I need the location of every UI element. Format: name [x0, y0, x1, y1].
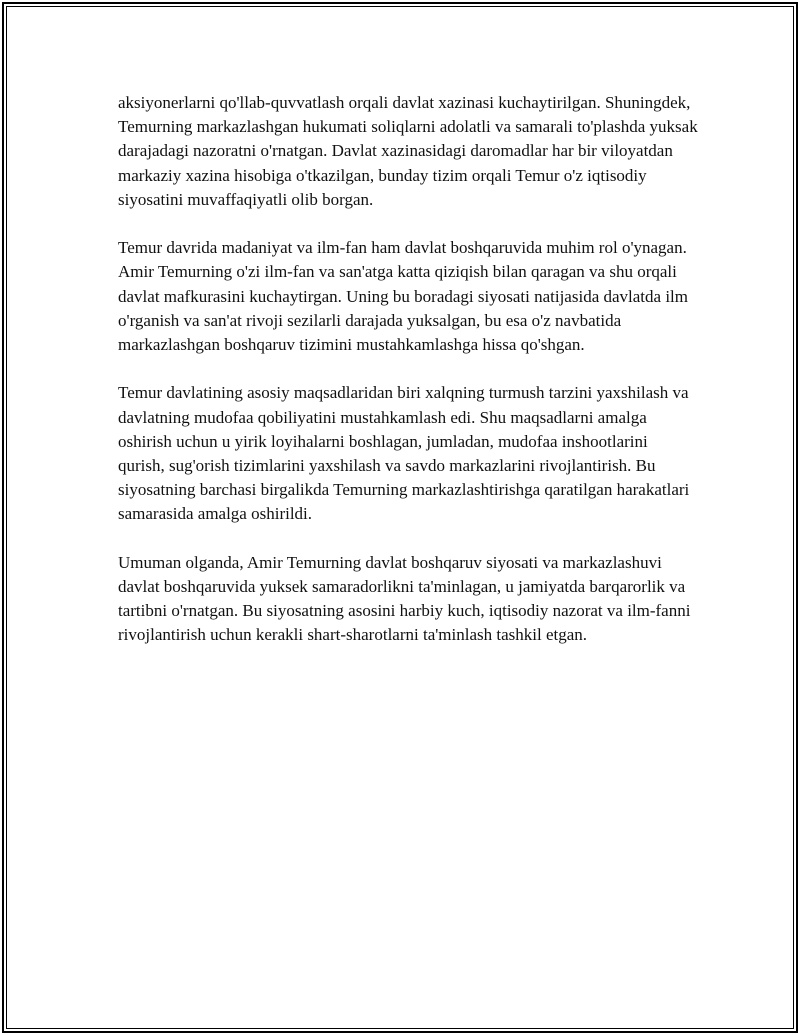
paragraph-3: Temur davlatining asosiy maqsadlaridan biri xalqning turmush tarzini yaxshilash va davlatning mudofaa qobiliyatini mustahkamlash edi. Shu maqsadlarni amalga oshirish uchun u yirik loyihalarni boshlagan, jumladan, mudofaa inshootlarini qurish, sug'orish tizimlarini yaxshilash va savdo markazlarini rivojlantirish. Bu siyosatning barchasi birgalikda Temurning markazlashtirishga qaratilgan harakatlari samarasida amalga oshirildi. — [118, 383, 690, 524]
document-body — [118, 91, 698, 672]
paragraph-2: Temur davrida madaniyat va ilm-fan ham davlat boshqaruvida muhim rol o'ynagan. Amir Temurning o'zi ilm-fan va san'atga katta qiziqish bilan qaragan va shu orqali davlat mafkurasini kuchaytirgan. Uning bu boradagi siyosati natijasida davlatda ilm o'rganish va san'at rivoji sezilarli darajada yuksalgan, bu esa o'z navbatida markazlashgan boshqaruv tizimini mustahkamlashga hissa qo'shgan. — [118, 238, 688, 355]
paragraph-4: Umuman olganda, Amir Temurning davlat boshqaruv siyosati va markazlashuvi davlat boshqaruvida yuksek samaradorlikni ta'minlagan, u jamiyatda barqarorlik va tartibni o'rnatgan. Bu siyosatning asosini harbiy kuch, iqtisodiy nazorat va ilm-fanni rivojlantirish uchun kerakli shart-sharotlarni ta'minlash tashkil etgan. — [118, 552, 691, 645]
paragraph-1: aksiyonerlarni qo'llab-quvvatlash orqali davlat xazinasi kuchaytirilgan. Shuningdek, Temurning markazlashgan hukumati soliqlarni adolatli va samarali to'plashda yuksak darajadagi nazoratni o'rnatgan. Davlat xazinasidagi daromadlar har bir viloyatdan markaziy xazina hisobiga o'tkazilgan, bunday tizim orqali Temur o'z iqtisodiy siyosatini muvaffaqiyatli olib borgan. — [118, 93, 698, 209]
